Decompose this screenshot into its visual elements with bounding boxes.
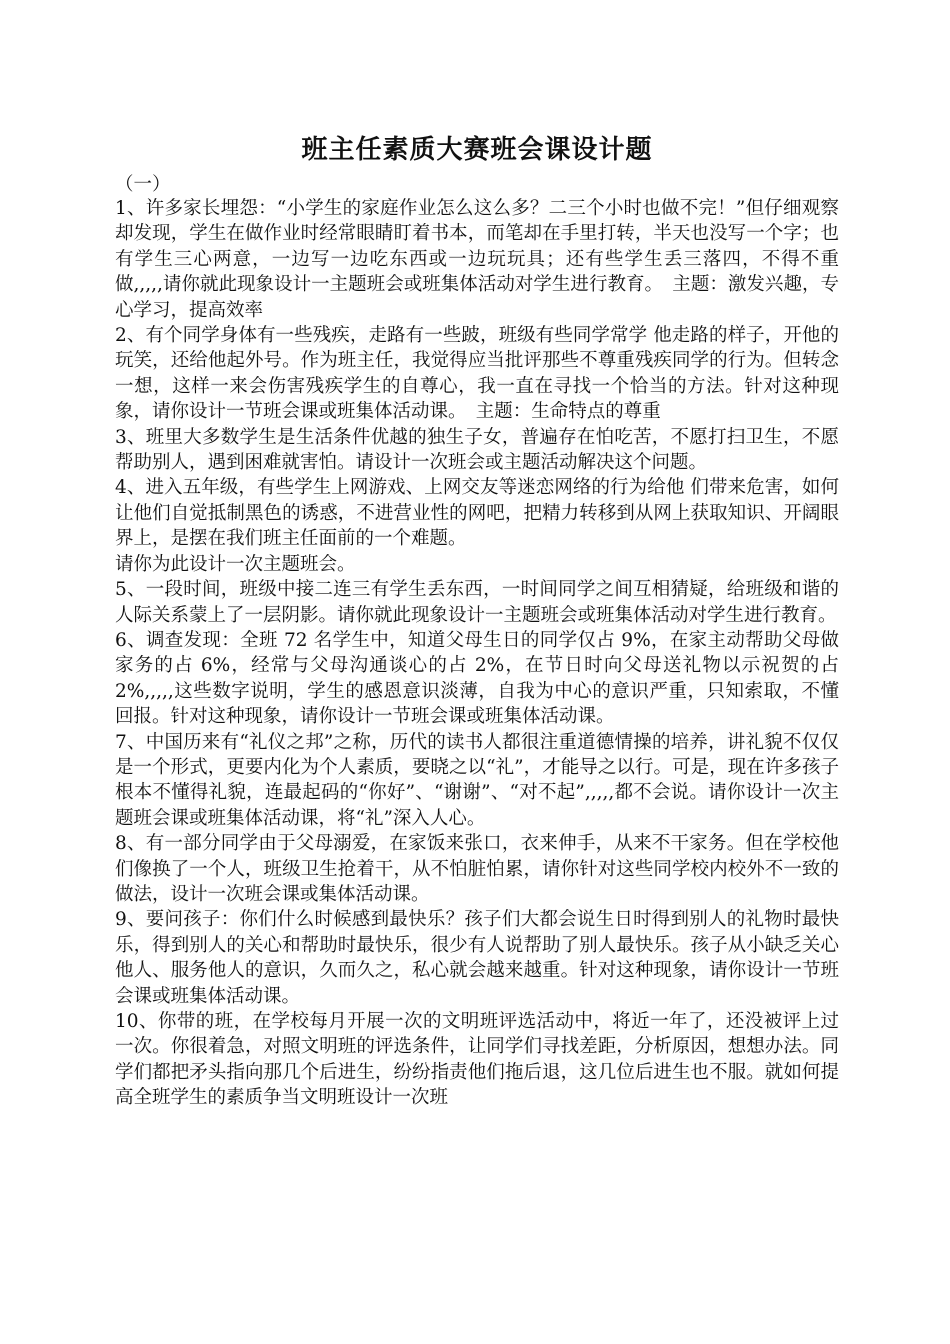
paragraph-3: 3、班里大多数学生是生活条件优越的独生子女，普遍存在怕吃苦，不愿打扫卫生，不愿帮助别人，遇到困难就害怕。请设计一次班会或主题活动解决这个问题。 xyxy=(115,426,839,474)
paragraph-10: 10、你带的班，在学校每月开展一次的文明班评选活动中，将近一年了，还没被评上过一次。你很着急，对照文明班的评选条件，让同学们寻找差距，分析原因，想想办法。同学们都把矛头指向那几个后进生，纷纷指责他们拖后退，这几位后进生也不服。就如何提高全班学生的素质争当文明班设计一次班 xyxy=(115,1011,839,1109)
paragraph-8: 8、有一部分同学由于父母溺爱，在家饭来张口，衣来伸手，从来不干家务。但在学校他们像换了一个人，班级卫生抢着干，从不怕脏怕累，请你针对这些同学校内校外不一致的做法，设计一次班会课或集体活动课。 xyxy=(115,833,839,905)
section-label: （一） xyxy=(115,174,171,195)
document-title: 班主任素质大赛班会课设计题 xyxy=(301,135,653,165)
document-page xyxy=(115,128,839,1111)
paragraph-4: 4、进入五年级，有些学生上网游戏、上网交友等迷恋网络的行为给他 们带来危害，如何让他们自觉抵制黑色的诱惑，不进营业性的网吧，把精力转移到从网上获取知识、开阔眼界上，是摆在我们班主任面前的一个难题。 xyxy=(115,477,839,550)
paragraph-1: 1、许多家长埋怨：“小学生的家庭作业怎么这么多？二三个小时也做不完！”但仔细观察却发现，学生在做作业时经常眼睛盯着书本，而笔却在手里打转，半天也没写一个字；也有学生三心两意，一边写一边吃东西或一边玩玩具；还有些学生丢三落四，不得不重做,,,,,请你就此现象设计一主题班会或班集体活动对学生进行教育。 主题：激发兴趣，专心学习，提高效率 xyxy=(115,198,839,321)
paragraph-4-request: 请你为此设计一次主题班会。 xyxy=(115,553,356,575)
paragraph-6: 6、调查发现：全班 72 名学生中，知道父母生日的同学仅占 9%，在家主动帮助父母做家务的占 6%，经常与父母沟通谈心的占 2%，在节日时向父母送礼物以示祝贺的占 2%,,,,,这些数字说明，学生的感恩意识淡薄，自我为中心的意识严重，只知索取，不懂回报。针对这种现象，请你设计一节班会课或班集体活动课。 xyxy=(115,629,839,728)
paragraph-7: 7、中国历来有“礼仪之邦”之称，历代的读书人都很注重道德情操的培养，讲礼貌不仅仅是一个形式，更要内化为个人素质，要晓之以“礼”，才能导之以行。可是，现在许多孩子根本不懂得礼貌，连最起码的“你好”、“谢谢”、“对不起”,,,,,都不会说。请你设计一次主题班会课或班集体活动课，将“礼”深入人心。 xyxy=(115,731,839,829)
paragraph-9: 9、要问孩子：你们什么时候感到最快乐？孩子们大都会说生日时得到别人的礼物时最快乐，得到别人的关心和帮助时最快乐，很少有人说帮助了别人最快乐。孩子从小缺乏关心他人、服务他人的意识，久而久之，私心就会越来越重。针对这种现象，请你设计一节班会课或班集体活动课。 xyxy=(115,909,839,1007)
paragraph-5: 5、一段时间，班级中接二连三有学生丢东西，一时间同学之间互相猜疑，给班级和谐的人际关系蒙上了一层阴影。请你就此现象设计一主题班会或班集体活动对学生进行教育。 xyxy=(115,579,839,626)
paragraph-2: 2、有个同学身体有一些残疾，走路有一些跛，班级有些同学常学 他走路的样子，开他的玩笑，还给他起外号。作为班主任，我觉得应当批评那些不尊重残疾同学的行为。但转念一想，这样一来会伤害残疾学生的自尊心，我一直在寻找一个恰当的方法。针对这种现象，请你设计一节班会课或班集体活动课。 主题：生命特点的尊重 xyxy=(115,325,839,423)
